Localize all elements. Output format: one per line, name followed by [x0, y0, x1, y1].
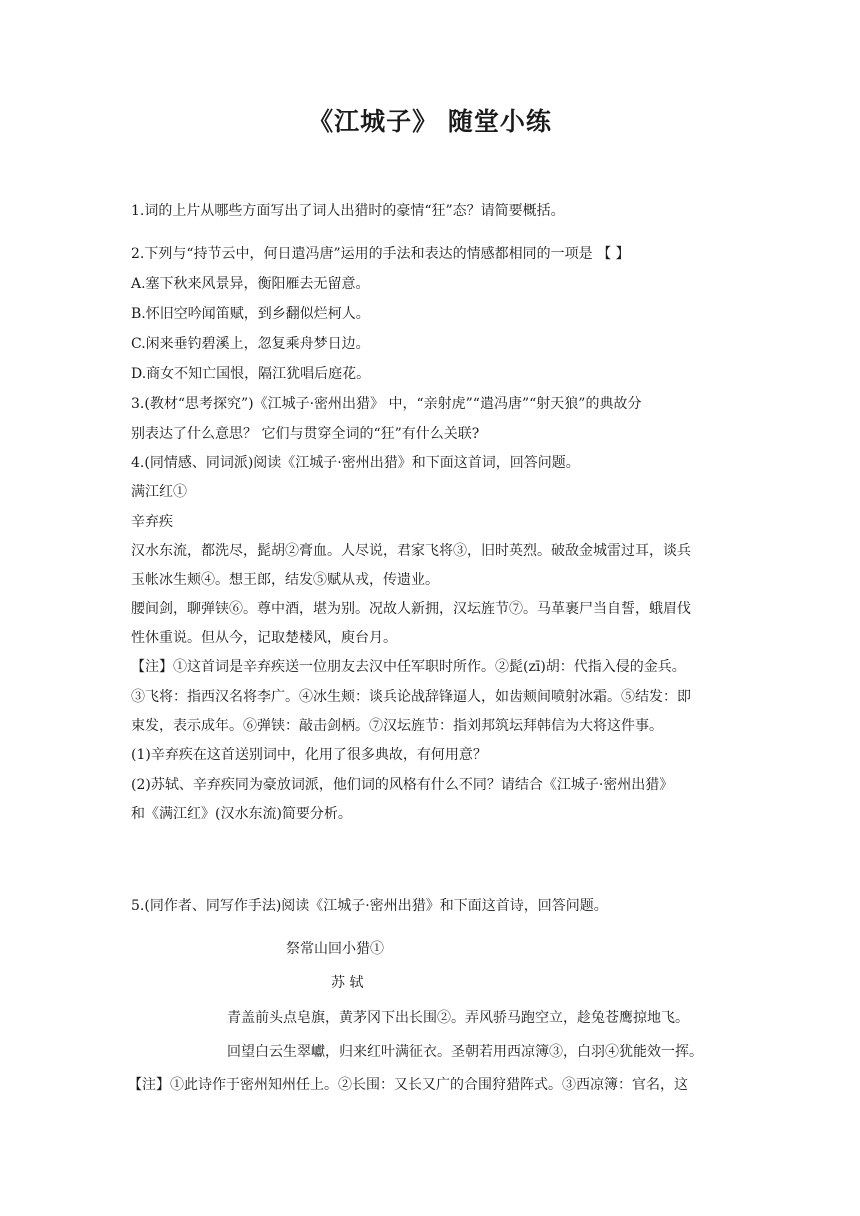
poem-author: 苏 轼 — [331, 975, 364, 991]
ci-line-2: 玉帐冰生颊④。想王郎，结发⑤赋从戎，传遗业。 — [131, 572, 439, 588]
option-a: A.塞下秋来风景异，衡阳雁去无留意。 — [131, 276, 370, 292]
ci-line-1: 汉水东流，都洗尽，髭胡②膏血。人尽说，君家飞将③，旧时英烈。破敌金城雷过耳，谈兵 — [131, 543, 691, 559]
question-4-sub-2-line-2: 和《满江红》(汉水东流)简要分析。 — [131, 806, 352, 822]
question-4-sub-2-line-1: (2)苏轼、辛弃疾同为豪放词派，他们词的风格有什么不同？请结合《江城子·密州出猎》 — [131, 777, 674, 793]
ci-line-3: 腰间剑，聊弹铗⑥。尊中酒，堪为别。况故人新拥，汉坛旌节⑦。马革裹尸当自誓，蛾眉伐 — [131, 601, 691, 617]
question-4-sub-1: (1)辛弃疾在这首送别词中，化用了很多典故，有何用意？ — [131, 747, 487, 763]
question-4: 4.(同情感、同词派)阅读《江城子·密州出猎》和下面这首词，回答问题。 — [131, 455, 580, 471]
poem-line-2: 回望白云生翠巘，归来红叶满征衣。圣朝若用西凉簿③，白羽④犹能效一挥。 — [227, 1044, 703, 1060]
question-2: 2.下列与“持节云中，何日遣冯唐”运用的手法和表达的情感都相同的一项是 【 】 — [131, 246, 630, 262]
page-title: 《江城子》 随堂小练 — [308, 107, 552, 136]
option-d: D.商女不知亡国恨，隔江犹唱后庭花。 — [131, 366, 371, 382]
question-5: 5.(同作者、同写作手法)阅读《江城子·密州出猎》和下面这首诗，回答问题。 — [131, 898, 608, 914]
poem-note: 【注】①此诗作于密州知州任上。②长围：又长又广的合围狩猎阵式。③西凉簿：官名，这 — [128, 1077, 688, 1093]
ci-note-line-1: 【注】①这首词是辛弃疾送一位朋友去汉中任军职时所作。②髭(zī)胡：代指入侵的金兵。 — [131, 659, 686, 675]
ci-note-line-2: ③飞将：指西汉名将李广。④冰生颊：谈兵论战辞锋逼人，如齿颊间喷射冰霜。⑤结发：即 — [131, 689, 691, 705]
poem-title: 祭常山回小猎① — [286, 941, 384, 957]
ci-line-4: 性休重说。但从今，记取楚楼风，庾台月。 — [131, 630, 397, 646]
ci-author: 辛弃疾 — [131, 514, 173, 530]
ci-title: 满江红① — [131, 484, 187, 500]
option-c: C.闲来垂钓碧溪上，忽复乘舟梦日边。 — [131, 336, 370, 352]
question-3-line-1: 3.(教材“思考探究”)《江城子·密州出猎》 中，“亲射虎”“遣冯唐”“射天狼”的典故分 — [131, 396, 642, 412]
question-1: 1.词的上片从哪些方面写出了词人出猎时的豪情“狂”态？请简要概括。 — [131, 203, 565, 219]
question-3-line-2: 别表达了什么意思？ 它们与贯穿全词的“狂”有什么关联? — [131, 426, 480, 442]
ci-note-line-3: 束发，表示成年。⑥弹铗：敲击剑柄。⑦汉坛旌节：指刘邦筑坛拜韩信为大将这件事。 — [131, 718, 663, 734]
option-b: B.怀旧空吟闻笛赋，到乡翻似烂柯人。 — [131, 306, 370, 322]
poem-line-1: 青盖前头点皂旗，黄茅冈下出长围②。弄风骄马跑空立，趁兔苍鹰掠地飞。 — [227, 1010, 689, 1026]
